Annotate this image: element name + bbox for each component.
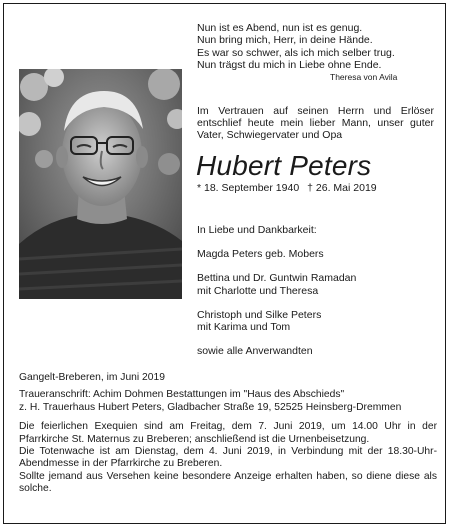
poem-line: Nun bring mich, Herr, in deine Hände. <box>197 34 373 47</box>
poem-line: Nun trägst du mich in Liebe ohne Ende. <box>197 59 382 72</box>
mourner-group <box>197 272 437 296</box>
deceased-name: Hubert Peters <box>196 150 372 181</box>
mourner-line: sowie alle Anverwandten <box>197 345 313 358</box>
notice-info: Sollte jemand aus Versehen keine besondere Anzeige erhalten haben, so diene diese als solche. <box>19 470 437 495</box>
address-line: z. H. Trauerhaus Hubert Peters, Gladbacher Straße 19, 52525 Heinsberg-Dremmen <box>19 401 402 413</box>
mourners-intro: In Liebe und Dankbarkeit: <box>197 224 317 236</box>
mourner-line: mit Karima und Tom <box>197 321 291 334</box>
wake-info: Die Totenwache ist am Dienstag, dem 4. Juni 2019, in Verbindung mit der 18.30-Uhr-Abendmesse in der Pfarrkirche zu Breberen. <box>19 446 437 470</box>
mourner-line: Bettina und Dr. Guntwin Ramadan <box>197 272 357 285</box>
mourner-line: Christoph und Silke Peters <box>197 308 322 321</box>
mourner-group <box>197 309 437 333</box>
intro-text: Im Vertrauen auf seinen Herrn und Erlöser entschlief heute mein lieber Mann, unser guter Vater, Schwiegervater und Opa <box>197 105 434 142</box>
exequies-info: Die feierlichen Exequien sind am Freitag, dem 7. Juni 2019, um 14.00 Uhr in der Pfarrkirche St. Maternus zu Breberen; anschließend ist die Urnenbeisetzung. <box>19 421 437 445</box>
mourner-line: Magda Peters geb. Mobers <box>197 248 324 261</box>
poem-author: Theresa von Avila <box>330 72 398 82</box>
mourner-line: mit Charlotte und Theresa <box>197 284 319 297</box>
birth-date: * 18. September 1940 <box>197 182 300 194</box>
mourners-list <box>197 224 437 369</box>
poem-line: Es war so schwer, als ich mich selber trug. <box>197 46 395 59</box>
place-date: Gangelt-Breberen, im Juni 2019 <box>19 372 165 383</box>
portrait-photo <box>19 69 182 299</box>
life-dates <box>197 182 377 194</box>
address-line: Traueranschrift: Achim Dohmen Bestattungen im "Haus des Abschieds" <box>19 389 345 401</box>
death-date: † 26. Mai 2019 <box>307 182 377 194</box>
mourner-group <box>197 345 437 357</box>
footer-info <box>19 372 437 496</box>
poem <box>197 22 422 72</box>
mourner-group <box>197 248 437 260</box>
poem-line: Nun ist es Abend, nun ist es genug. <box>197 22 363 34</box>
